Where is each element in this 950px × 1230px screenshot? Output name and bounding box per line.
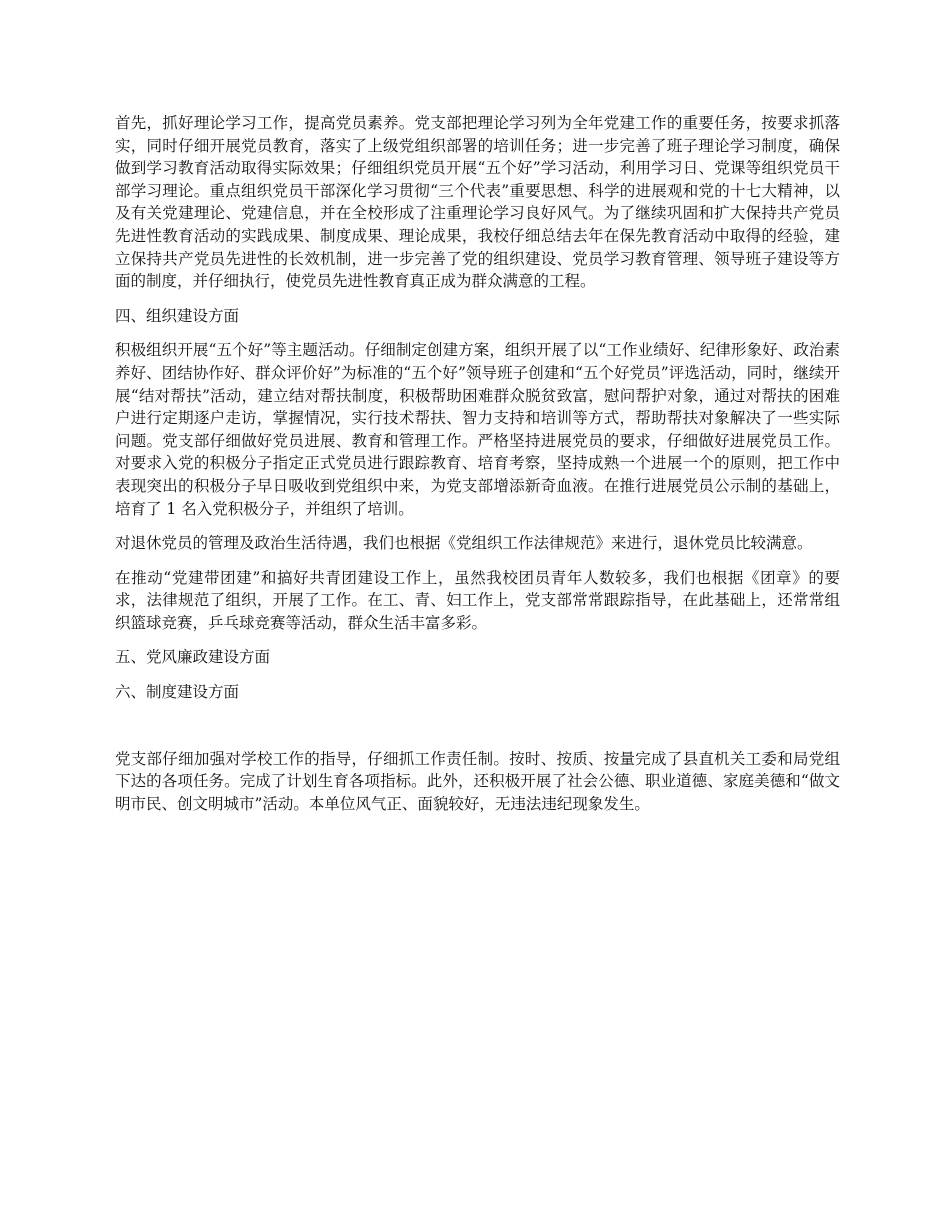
- paragraph-theory-study: 首先，抓好理论学习工作，提高党员素养。党支部把理论学习列为全年党建工作的重要任务，按要求抓落实，同时仔细开展党员教育，落实了上级党组织部署的培训任务；进一步完善了班子理论学习制度，确保做到学习教育活动取得实际效果；仔细组织党员开展“五个好”学习活动，利用学习日、党课等组织党员干部学习理论。重点组织党员干部深化学习贯彻“三个代表”重要思想、科学的进展观和党的十七大精神，以及有关党建理论、党建信息，并在全校形成了注重理论学习良好风气。为了继续巩固和扩大保持共产党员先进性教育活动的实践成果、制度成果、理论成果，我校仔细总结去年在保先教育活动中取得的经验，建立保持共产党员先进性的长效机制，进一步完善了党的组织建设、党员学习教育管理、领导班子建设等方面的制度，并仔细执行，使党员先进性教育真正成为群众满意的工程。: [115, 114, 840, 291]
- heading-clean-governance: 五、党风廉政建设方面: [115, 648, 271, 667]
- paragraph-work-guidance: 党支部仔细加强对学校工作的指导，仔细抓工作责任制。按时、按质、按量完成了县直机关工委和局党组下达的各项任务。完成了计划生育各项指标。此外，还积极开展了社会公德、职业道德、家庭美德和“做文明市民、创文明城市”活动。本单位风气正、面貌较好，无违法违纪现象发生。: [115, 749, 840, 813]
- paragraph-youth-league: 在推动“党建带团建”和搞好共青团建设工作上，虽然我校团员青年人数较多，我们也根据《团章》的要求，法律规范了组织，开展了工作。在工、青、妇工作上，党支部常常跟踪指导，在此基础上，还常常组织篮球竞赛，乒乓球竞赛等活动，群众生活丰富多彩。: [115, 568, 840, 632]
- heading-system-building: 六、制度建设方面: [115, 683, 240, 702]
- document-body: [115, 112, 840, 827]
- paragraph-five-goods: 积极组织开展“五个好”等主题活动。仔细制定创建方案，组织开展了以“工作业绩好、纪律形象好、政治素养好、团结协作好、群众评价好”为标准的“五个好”领导班子创建和“五个好党员”评选活动，同时，继续开展“结对帮扶”活动，建立结对帮扶制度，积极帮助困难群众脱贫致富，慰问帮护对象，通过对帮扶的困难户进行定期逐户走访，掌握情况，实行技术帮扶、智力支持和培训等方式，帮助帮扶对象解决了一些实际问题。党支部仔细做好党员进展、教育和管理工作。严格坚持进展党员的要求，仔细做好进展党员工作。对要求入党的积极分子指定正式党员进行跟踪教育、培育考察，坚持成熟一个进展一个的原则，把工作中表现突出的积极分子早日吸收到党组织中来，为党支部增添新奇血液。在推行进展党员公示制的基础上，培育了 1 名入党积极分子，并组织了培训。: [115, 341, 840, 518]
- heading-organization-building: 四、组织建设方面: [115, 306, 240, 325]
- paragraph-retired-members: 对退休党员的管理及政治生活待遇，我们也根据《党组织工作法律规范》来进行，退休党员比较满意。: [115, 534, 813, 553]
